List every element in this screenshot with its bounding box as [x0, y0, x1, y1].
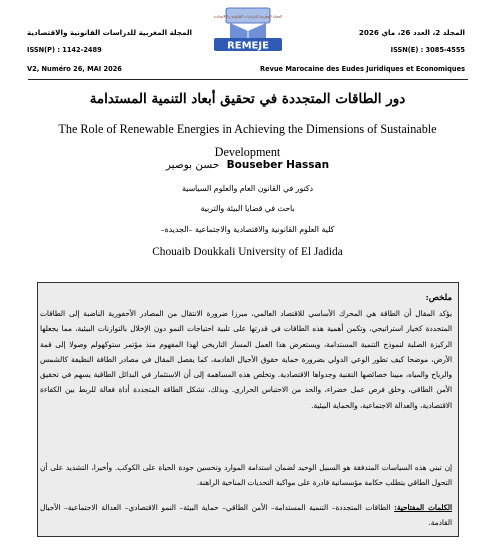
journal-name-fr: Revue Marocaine des Eudes Juridiques et Economiques — [260, 65, 465, 73]
keywords — [40, 500, 452, 531]
author-line — [0, 159, 495, 171]
title-arabic: دور الطاقات المتجددة في تحقيق أبعاد التنمية المستدامة — [89, 91, 406, 107]
abstract-paragraph-2: إن تبني هذه السياسات المتدفقة هو السبيل الوحيد لضمان استدامة الموارد وتحسين جودة الحياة على الكوكب. وأخيرا، التشديد على أن التحول الطاقي يتطلب حكامة مؤسساتية قادرة على مواكبة التحديات المناخية الراهنة. — [40, 463, 452, 488]
logo-arabic-text: المجلة المغربية للدراسات القانونية والاقتصادية — [213, 14, 283, 19]
affiliation-faculty: كلية العلوم القانونية والاقتصادية والاجتماعية –الجديدة– — [160, 225, 335, 234]
volume-ar: المجلد 2، العدد 26، ماي 2026 — [358, 28, 465, 37]
keywords-list: الطاقات المتجددة– التنمية المستدامة– الأمن الطاقي– حماية البيئة– النمو الاقتصادي– العدالة الاجتماعية– الأجيال القادمة. — [40, 503, 452, 528]
issn-electronic: ISSN(E) : 3085-4555 — [390, 46, 465, 54]
journal-logo — [212, 5, 284, 61]
affiliation-degree: دكتور في القانون العام والعلوم السياسية — [181, 184, 314, 193]
header-divider — [28, 79, 468, 80]
logo-text: REMEJE — [227, 40, 269, 52]
journal-name-ar: المجلة المغربية للدراسات القانونية والاقتصادية — [27, 28, 193, 37]
university-name: Chouaib Doukkali University of El Jadida — [152, 246, 343, 258]
author-name-ar: حسن بوصير — [165, 159, 220, 171]
abstract-paragraph-1: يؤكد المقال أن الطاقة هي المحرك الأساسي للاقتصاد العالمي، مبرزا ضرورة الانتقال من المصادر الأحفورية الناضبة إلى الطاقات المتجددة كخيار استراتيجي، وتكمن أهمية هذه الطاقات في قدرتها على تلبية احتياجات النمو دون الإخلال بالتوازنات البيئية، مما يجعلها الركيزة الصلبة لنموذج التنمية المستدامة، ويستعرض هذا العمل المسار التاريخي لهذا المفهوم منذ مؤتمر ستوكهولم وصولا إلى قمة الأرض، موضحا كيف تطور الوعي الدولي بضرورة حماية حقوق الأجيال القادمة، كما يفصل المقال في مصادر الطاقة النظيفة كالشمس والرياح والمياه، مبينا خصائصها التقنية وجدواها الاقتصادية. وتخلص هذه المساهمة إلى أن الاستثمار في البدائل الطاقية يسهم في تحقيق الأمن الطاقي، وخلق فرص عمل خضراء، والحد من الاحتباس الحراري. وبذلك، تشكل الطاقة المتجددة أداة فعالة للربط بين الكفاءة الاقتصادية، والعدالة الاجتماعية، والحماية البيئية. — [40, 309, 452, 410]
title-english: The Role of Renewable Energies in Achieving the Dimensions of Sustainable Development — [58, 122, 437, 159]
affiliation-research: باحث في قضايا البيئة والتربية — [200, 204, 295, 213]
volume-fr: V2, Numéro 26, MAI 2026 — [27, 65, 122, 73]
author-name-en: Bouseber Hassan — [226, 159, 330, 171]
issn-print: ISSN(P) : 1142-2489 — [27, 46, 102, 54]
keywords-label: الكلمات المفتاحية: — [394, 503, 452, 512]
abstract-heading: ملخص: — [425, 293, 452, 303]
